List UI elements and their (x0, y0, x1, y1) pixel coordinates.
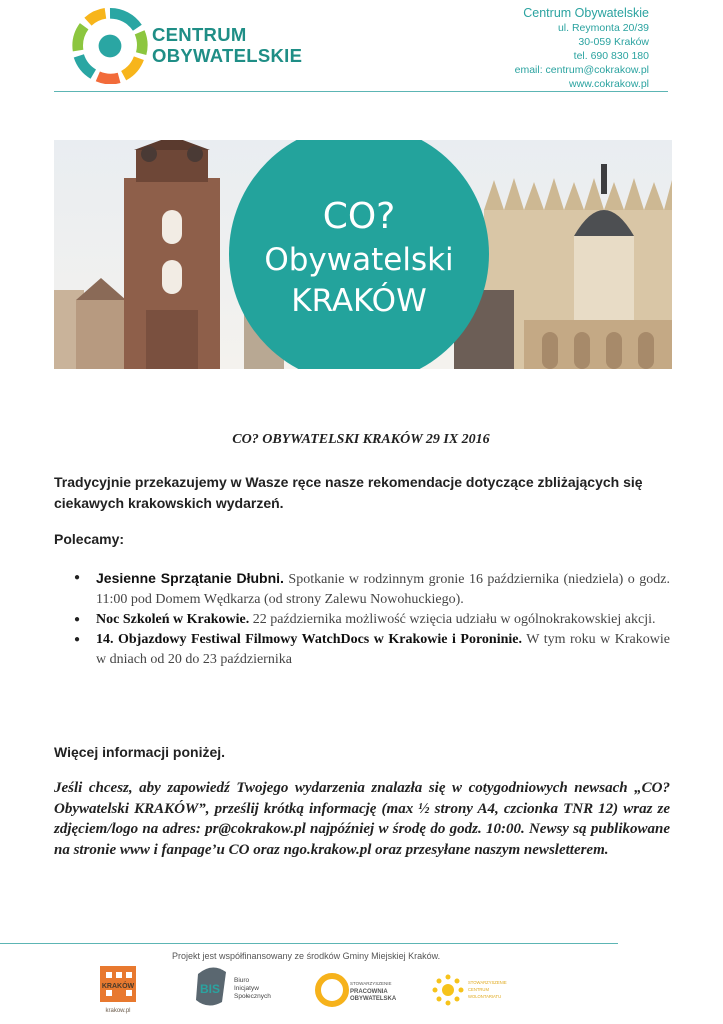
contact-street: ul. Reymonta 20/39 (557, 22, 649, 34)
contact-email[interactable]: email: centrum@cokrakow.pl (514, 64, 649, 76)
bis-name-3: Społecznych (234, 993, 271, 1000)
call-to-action-paragraph: Jeśli chcesz, aby zapowiedź Twojego wydarzenia znalazła się w cotygodniowych newsach „CO? Obywatelski KRAKÓW”, prześlij krótką informację (max ½ strony A4, czcionka TNR 12) wraz ze zdjęciem/logo na adres: pr@cokrakow.pl najpóźniej w środę do godz. 10:00. Newsy są publikowane na stronie www i fanpage’u CO oraz ngo.krakow.pl oraz przesyłane naszym newsletterem. (54, 780, 670, 858)
event-name: 14. Objazdowy Festiwal Filmowy WatchDocs w Krakowie i Poroninie. (96, 632, 522, 647)
contact-block (515, 6, 649, 91)
recommend-heading: Polecamy: (54, 531, 125, 547)
event-description: Spotkanie w rodzinnym gronie 16 października (niedziela) o godz. 11:00 pod Domem Wędkarza (od strony Zalewu Nowohuckiego). (96, 572, 670, 607)
logo-line-2: OBYWATELSKIE (152, 45, 303, 66)
logo-line-1: CENTRUM (152, 24, 247, 45)
svg-text:KRAKÓW: KRAKÓW (101, 983, 135, 990)
event-item (74, 610, 670, 630)
footer-divider (0, 943, 618, 944)
stowarzyszenie-line-3: WOLONTARIATU (468, 994, 502, 999)
bis-name-1: Biuro (234, 977, 250, 984)
bis-logo (192, 964, 278, 1016)
stowarzyszenie-logo (432, 964, 510, 1016)
banner-line-3: KRAKÓW (291, 283, 427, 319)
event-name: Jesienne Sprzątanie Dłubni. (96, 570, 284, 586)
krakow-logo (98, 964, 140, 1016)
banner-line-1: CO? (322, 196, 396, 237)
cofinancing-note: Projekt jest współfinansowany ze środków Gminy Miejskiej Kraków. (172, 951, 441, 961)
intro-paragraph: Tradycyjnie przekazujemy w Wasze ręce nasze rekomendacje dotyczące zbliżających się ciekawych krakowskich wydarzeń. (54, 474, 643, 511)
stowarzyszenie-line-2: CENTRUM (468, 987, 489, 992)
logo-wordmark (152, 24, 302, 66)
pracownia-line-3: OBYWATELSKA (350, 996, 397, 1002)
pracownia-line-1: STOWARZYSZENIE (350, 981, 392, 986)
event-item (74, 568, 670, 610)
stowarzyszenie-line-1: STOWARZYSZENIE (468, 980, 507, 985)
event-item (74, 630, 670, 670)
contact-org: Centrum Obywatelskie (523, 6, 649, 20)
event-description: W tym roku w Krakowie w dniach od 20 do 23 października (96, 632, 670, 667)
krakow-url: krakow.pl (105, 1008, 131, 1014)
centrum-obywatelskie-logo (72, 8, 148, 84)
event-name: Noc Szkoleń w Krakowie. (96, 612, 250, 627)
banner-image (54, 140, 672, 369)
contact-city: 30-059 Kraków (578, 36, 649, 48)
event-description: 22 października możliwość wzięcia udziału w ogólnokrakowskiej akcji. (249, 612, 656, 627)
more-info-heading: Więcej informacji poniżej. (54, 744, 226, 760)
contact-phone: tel. 690 830 180 (573, 50, 649, 62)
header-divider (54, 91, 668, 92)
events-list (74, 568, 670, 670)
pracownia-obywatelska-logo (314, 964, 410, 1016)
bis-mark: BIS (199, 982, 221, 996)
banner-line-2: Obywatelski (264, 242, 454, 278)
contact-www[interactable]: www.cokrakow.pl (569, 78, 649, 90)
bis-name-2: Inicjatyw (234, 985, 259, 992)
pracownia-line-2: PRACOWNIA (350, 989, 388, 995)
document-title: CO? OBYWATELSKI KRAKÓW 29 IX 2016 (232, 432, 490, 447)
